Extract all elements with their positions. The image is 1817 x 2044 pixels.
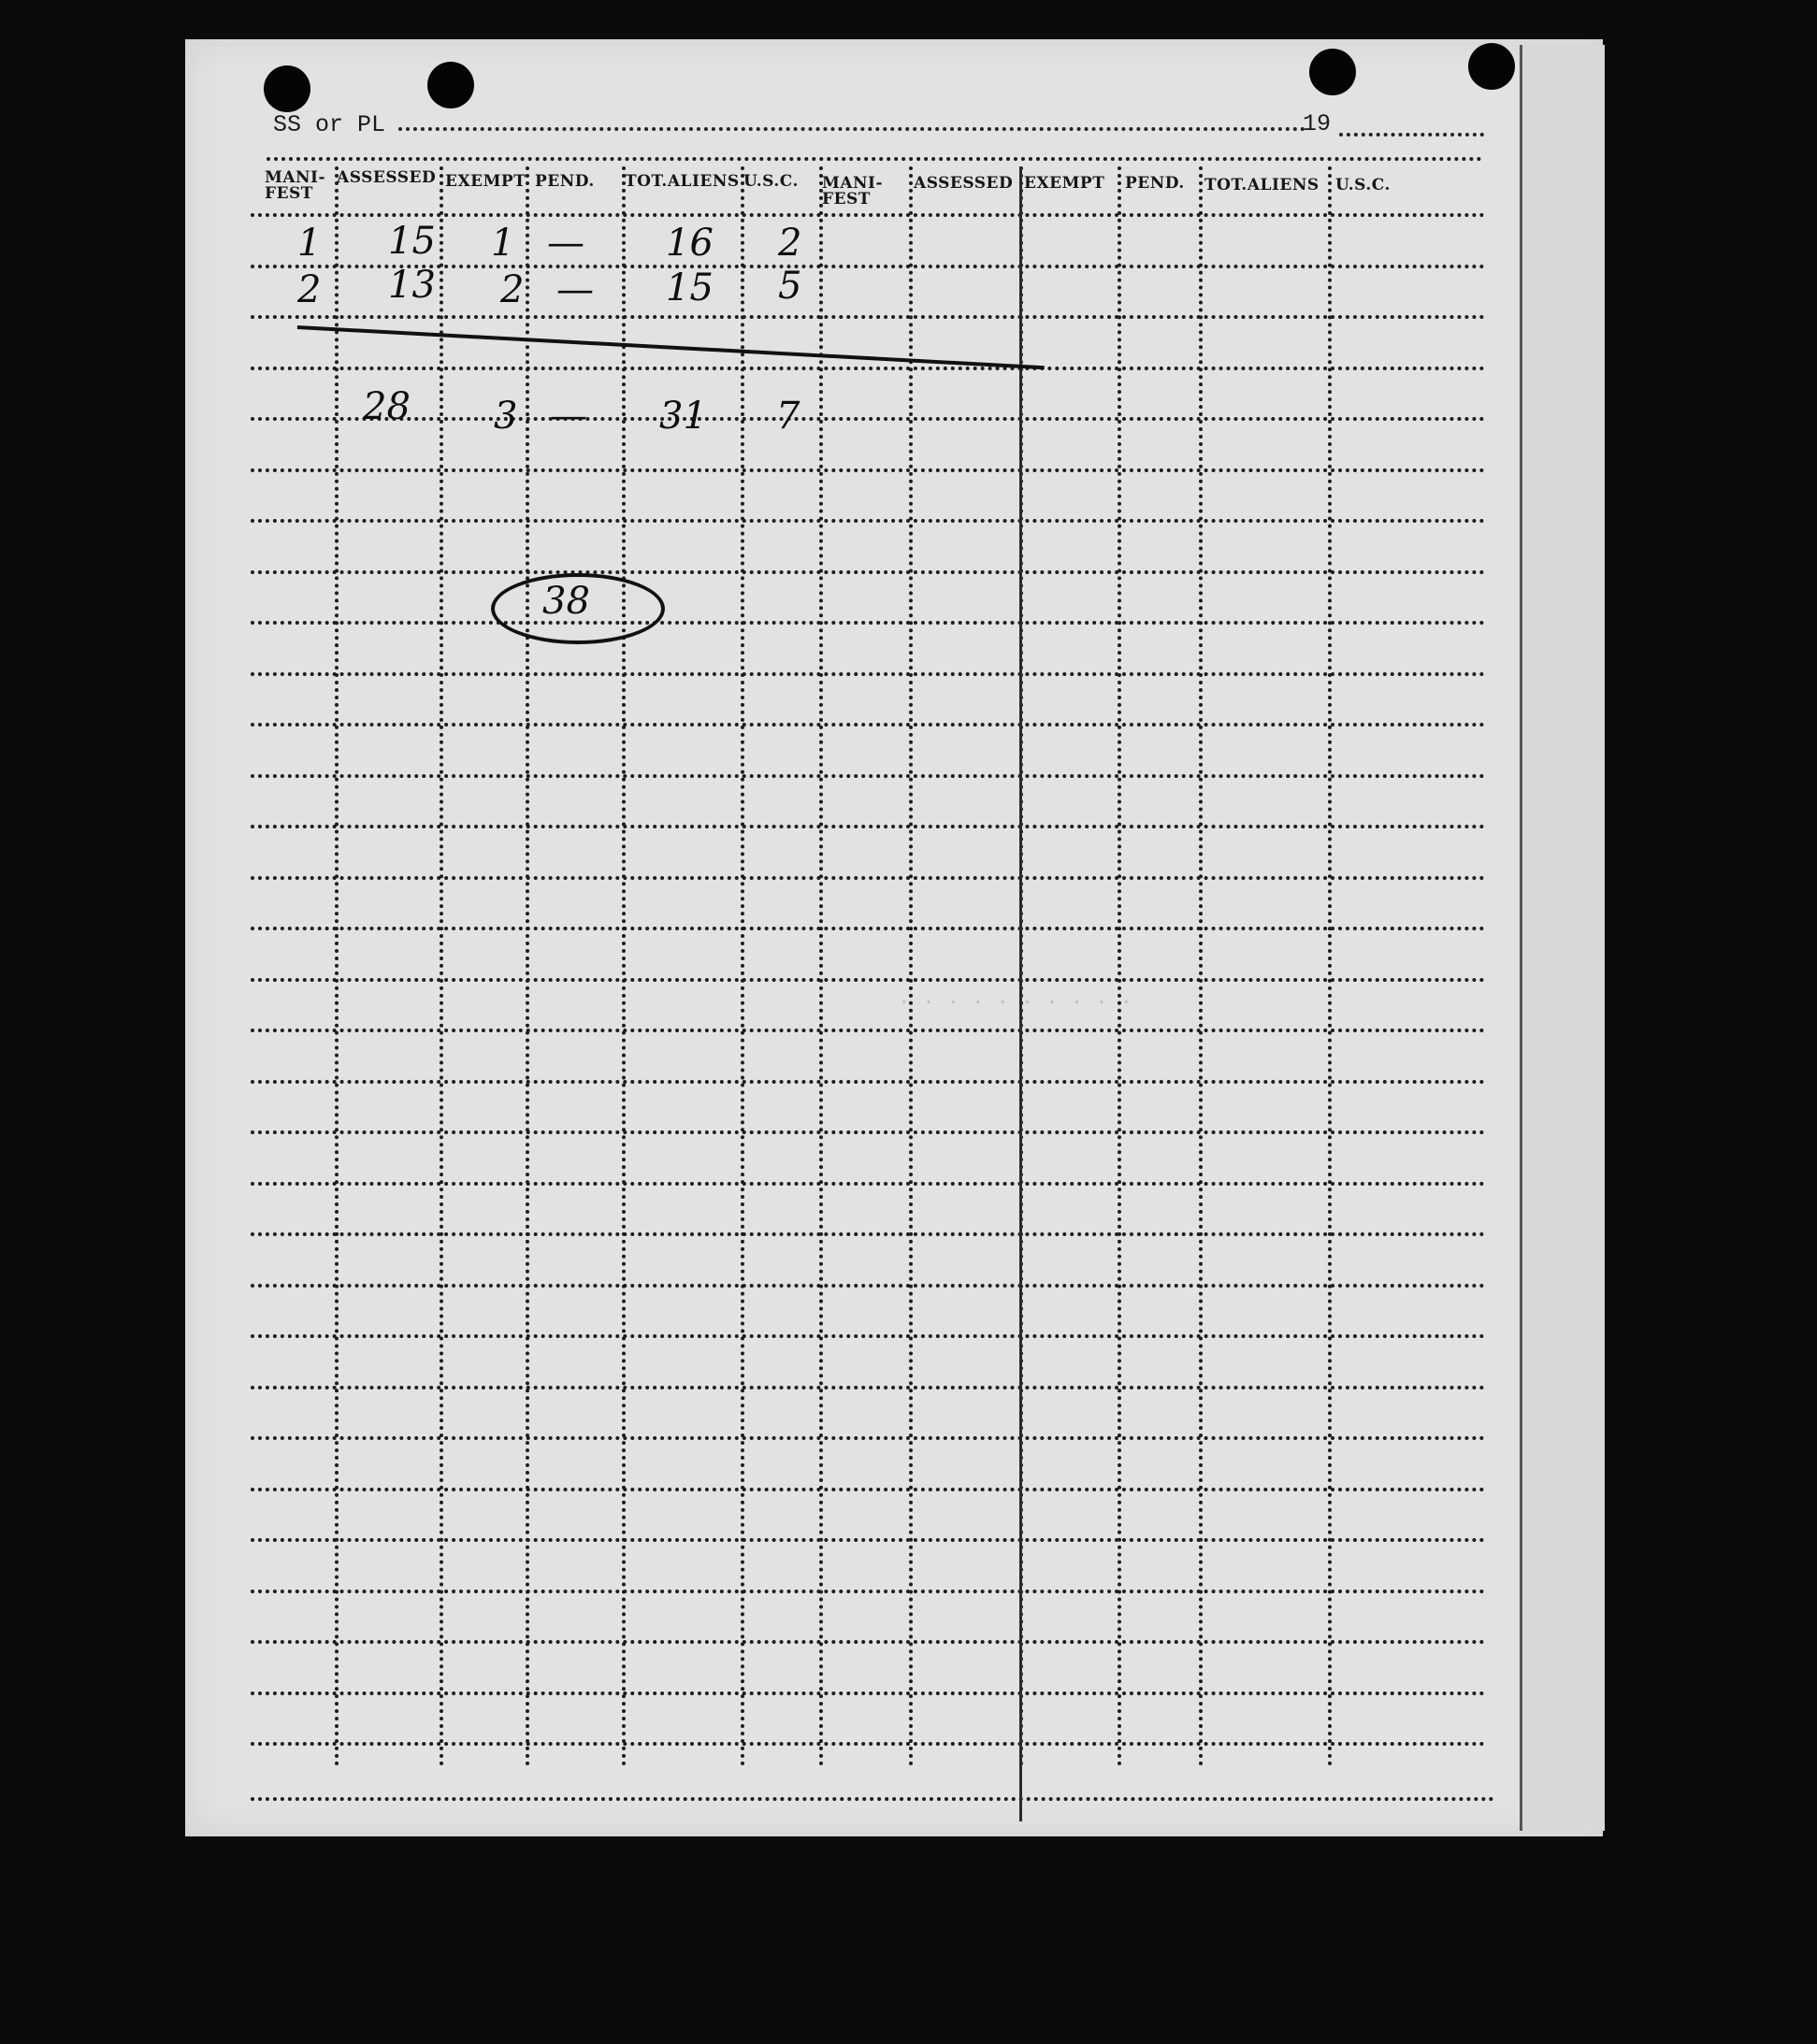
grid-row-rule (251, 468, 1485, 472)
total-usc: 7 (776, 395, 800, 438)
total-pend: — (550, 395, 587, 438)
grid-row-rule (251, 723, 1485, 727)
total-exempt: 3 (494, 395, 518, 438)
grid-row-rule (251, 315, 1485, 319)
entry-manifest: 1 (297, 222, 322, 265)
col-header-usc: U.S.C. (743, 172, 799, 191)
grid-row-rule (251, 1742, 1485, 1746)
total-tot-aliens: 31 (659, 395, 707, 438)
circled-note: 38 (542, 580, 590, 623)
grid-column-rule (335, 166, 339, 1767)
grid-column-rule (1328, 166, 1332, 1767)
col-header-manifest-2: MANI- FEST (822, 174, 884, 209)
grid-column-rule (526, 166, 529, 1767)
punch-hole (1468, 43, 1515, 90)
year-fill-line (1339, 114, 1484, 137)
grid-row-rule (251, 774, 1485, 778)
entry-pend: — (547, 222, 584, 265)
grid-column-rule (909, 166, 913, 1767)
year-label: 19 (1303, 110, 1332, 137)
header-rule (267, 157, 1482, 161)
entry-pend: — (556, 268, 594, 311)
grid-row-rule (251, 621, 1485, 625)
grid-column-rule (819, 166, 823, 1767)
bottom-rule (251, 1797, 1494, 1801)
col-header-exempt: EXEMPT (445, 172, 526, 191)
form-sheet (185, 39, 1603, 1836)
grid-row-rule (251, 519, 1485, 523)
grid-row-rule (251, 1232, 1485, 1236)
grid-row-rule (251, 367, 1485, 370)
entry-exempt: 2 (500, 268, 525, 311)
punch-hole (427, 62, 474, 108)
grid-column-rule (622, 166, 626, 1767)
grid-row-rule (251, 672, 1485, 676)
punch-hole (1309, 49, 1356, 95)
col-header-exempt-2: EXEMPT (1024, 174, 1105, 193)
grid-row-rule (251, 417, 1485, 421)
grid-row-rule (251, 213, 1485, 217)
vessel-fill-line (398, 110, 1305, 131)
grid-row-rule (251, 1029, 1485, 1032)
grid-row-rule (251, 1488, 1485, 1491)
grid-column-rule (1199, 166, 1203, 1767)
entry-assessed: 15 (388, 220, 436, 263)
vessel-line (273, 110, 1313, 138)
entry-usc: 2 (778, 222, 802, 265)
grid-row-rule (251, 1334, 1485, 1338)
vessel-label: SS or PL (273, 111, 386, 138)
grid-row-rule (251, 1640, 1485, 1644)
col-header-tot-aliens: TOT.ALIENS (625, 172, 740, 191)
grid-row-rule (251, 1284, 1485, 1288)
col-header-tot-aliens-2: TOT.ALIENS (1204, 176, 1319, 194)
col-header-pend: PEND. (535, 172, 595, 191)
grid-row-rule (251, 1436, 1485, 1440)
grid-row-rule (251, 825, 1485, 828)
grid-row-rule (251, 1080, 1485, 1084)
col-header-manifest: MANI- FEST (265, 168, 326, 203)
grid-row-rule (251, 1130, 1485, 1134)
entry-assessed: 13 (388, 264, 436, 307)
entry-tot-aliens: 15 (666, 266, 714, 309)
sheet-edge (1520, 45, 1605, 1831)
col-header-pend-2: PEND. (1125, 174, 1185, 193)
grid-row-rule (251, 265, 1485, 268)
grid-row-rule (251, 1691, 1485, 1695)
center-divider (1019, 166, 1022, 1821)
total-assessed: 28 (363, 385, 411, 428)
grid-row-rule (251, 927, 1485, 930)
col-header-usc-2: U.S.C. (1335, 176, 1391, 194)
punch-hole (264, 65, 310, 112)
grid-column-rule (440, 166, 443, 1767)
entry-tot-aliens: 16 (666, 222, 714, 265)
grid-row-rule (251, 1590, 1485, 1593)
entry-manifest: 2 (297, 268, 322, 311)
entry-exempt: 1 (491, 222, 515, 265)
grid-row-rule (251, 570, 1485, 574)
bleed-through: . . . . . . . . . . (898, 986, 1132, 1010)
grid-row-rule (251, 876, 1485, 880)
grid-row-rule (251, 1182, 1485, 1186)
entry-usc: 5 (778, 265, 802, 308)
grid-row-rule (251, 978, 1485, 982)
grid-column-rule (1118, 166, 1121, 1767)
grid-column-rule (741, 166, 744, 1767)
col-header-assessed-2: ASSESSED (914, 174, 1014, 193)
grid-row-rule (251, 1386, 1485, 1389)
col-header-assessed: ASSESSED (337, 168, 437, 187)
grid-row-rule (251, 1538, 1485, 1542)
